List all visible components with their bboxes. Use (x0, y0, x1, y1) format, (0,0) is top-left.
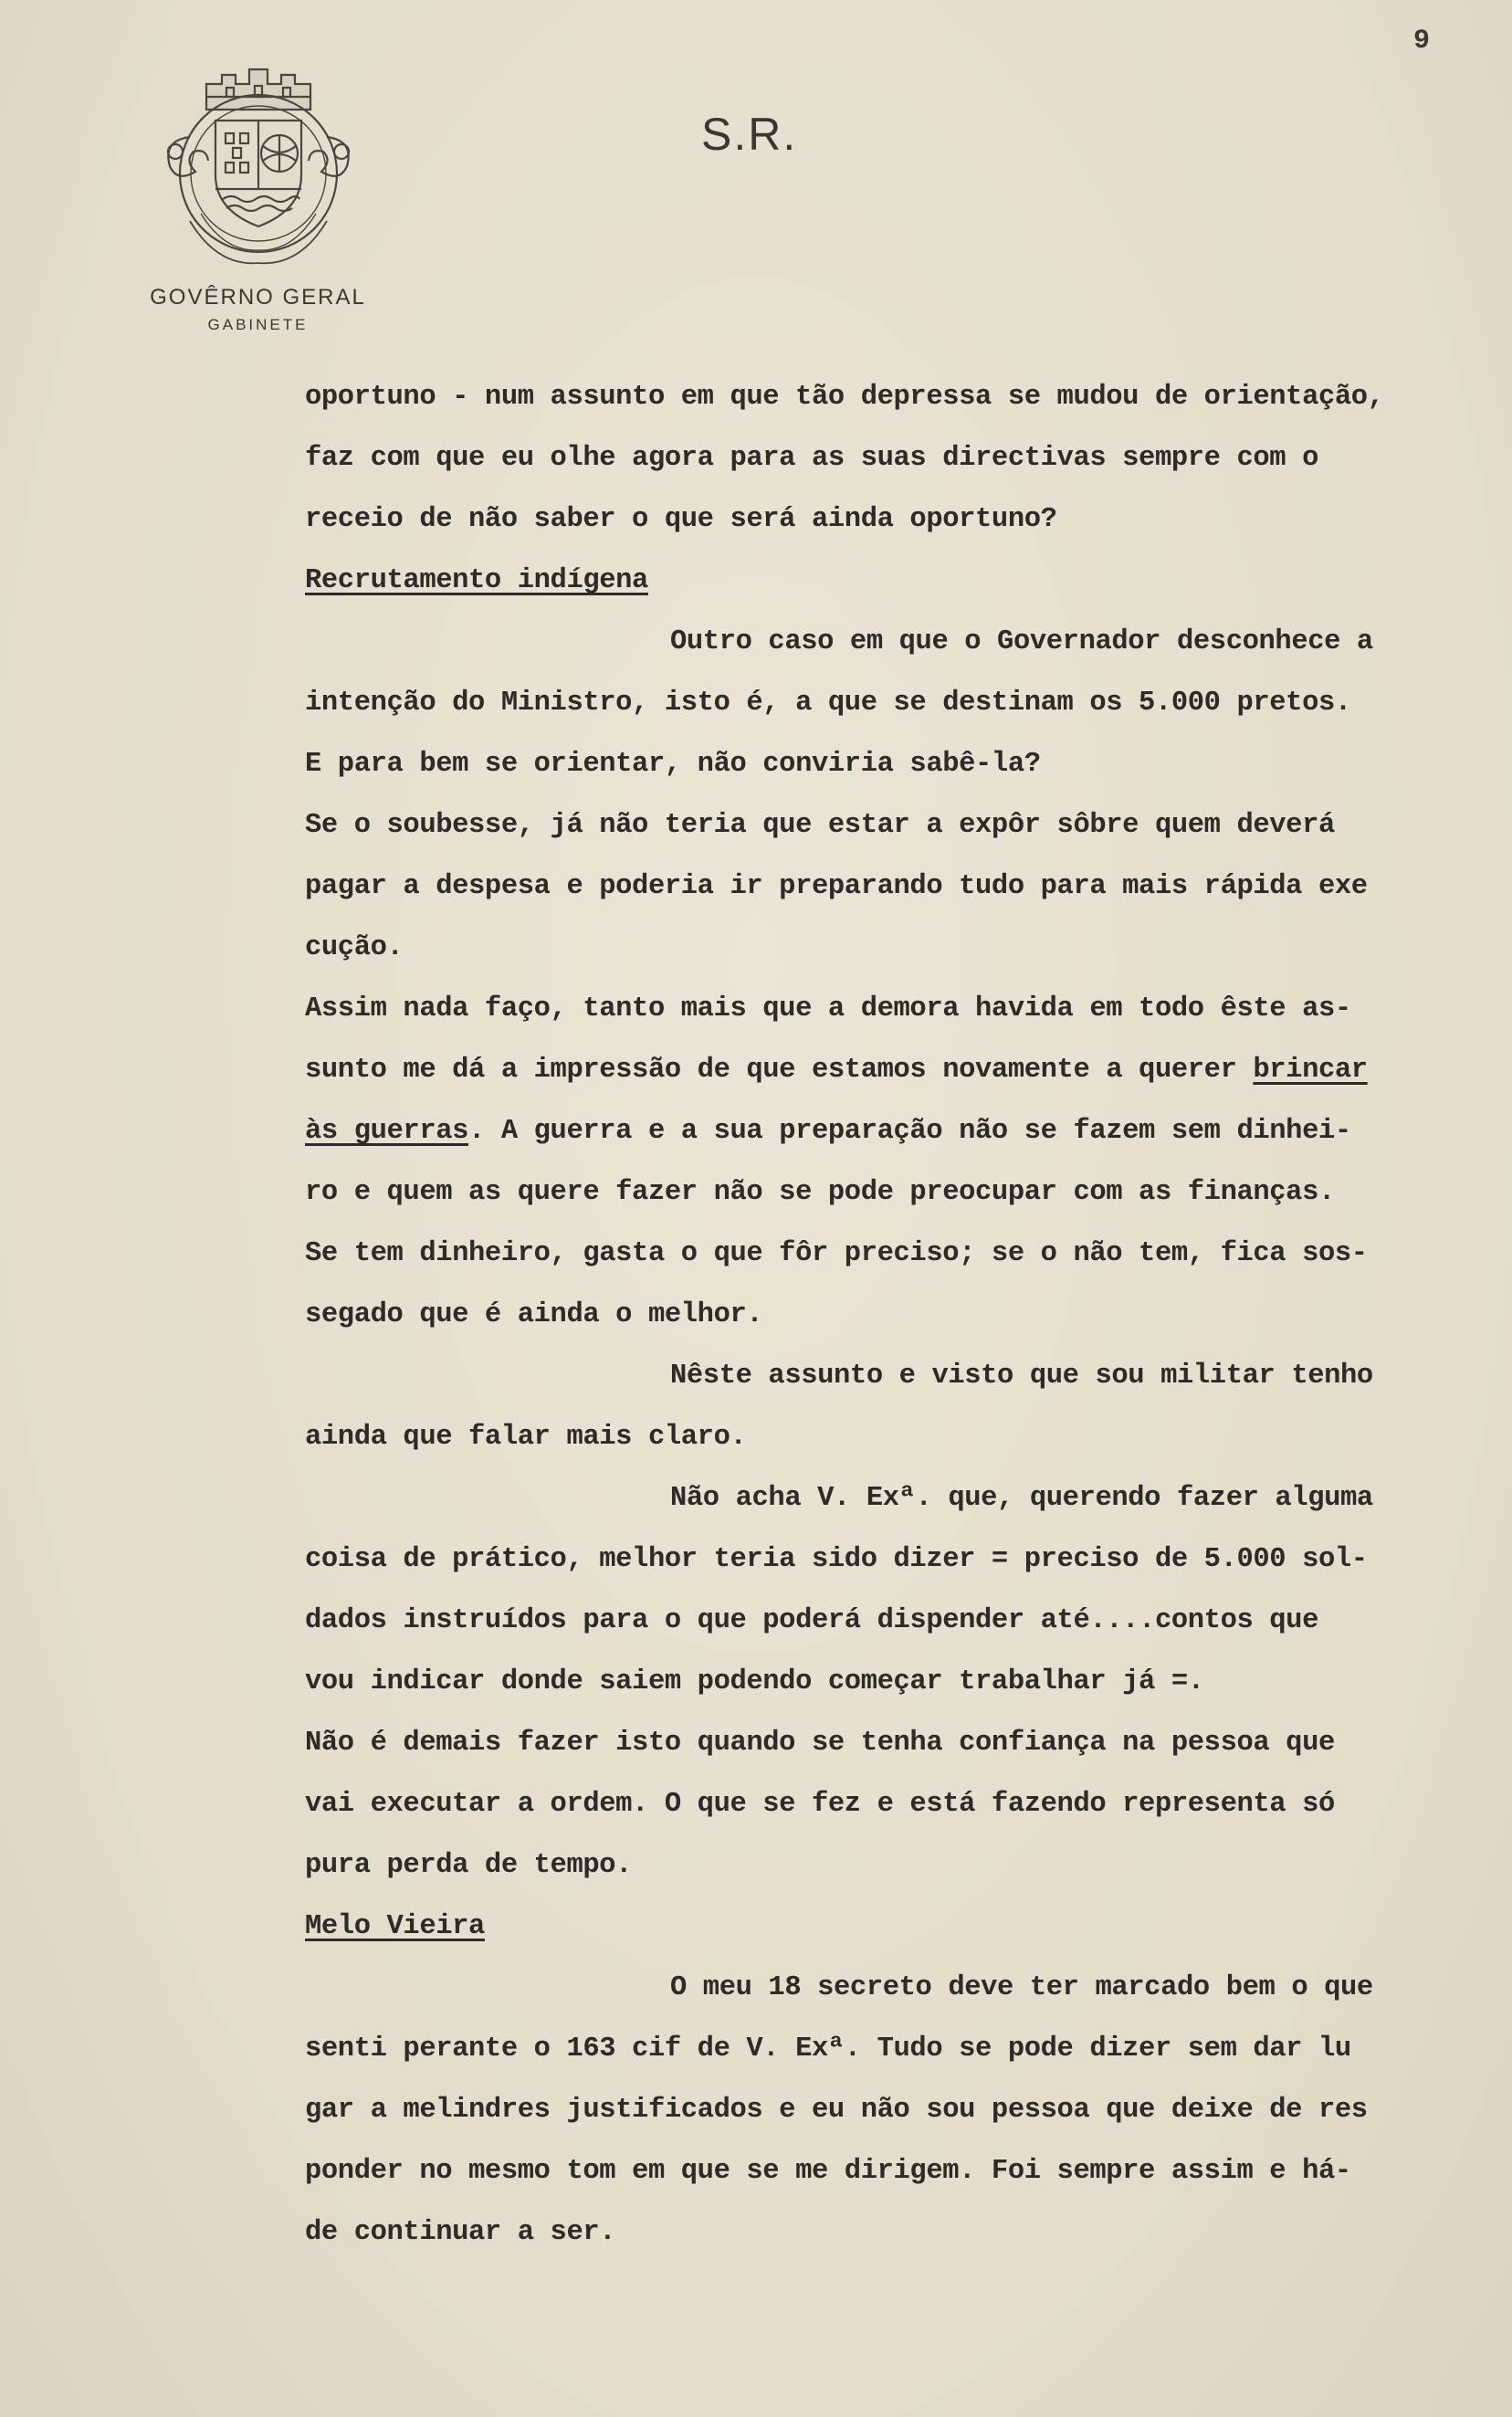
text-line: pagar a despesa e poderia ir preparando tudo para mais rápida exe (305, 871, 1368, 902)
text-line (305, 1040, 1492, 1101)
text-line: Se tem dinheiro, gasta o que fôr preciso; se o não tem, fica sos- (305, 1238, 1368, 1269)
letterhead-department: GABINETE (207, 316, 309, 333)
text-line: intenção do Ministro, isto é, a que se destinam os 5.000 pretos. (305, 688, 1351, 719)
text-line: cução. (305, 932, 404, 963)
text-segment: sunto me dá a impressão de que estamos novamente a querer (305, 1055, 1254, 1086)
text-line: receio de não saber o que será ainda oportuno? (305, 504, 1057, 535)
text-line: dados instruídos para o que poderá dispender até....contos que (305, 1605, 1318, 1636)
text-line: vou indicar donde saiem podendo começar trabalhar já =. (305, 1666, 1204, 1697)
text-line (305, 1101, 1492, 1162)
text-line: Assim nada faço, tanto mais que a demora havida em todo êste as- (305, 993, 1351, 1025)
section-heading-melo-vieira: Melo Vieira (305, 1911, 485, 1942)
text-line: Outro caso em que o Governador desconhece a (670, 626, 1373, 657)
text-line: Não acha V. Exª. que, querendo fazer alguma (670, 1483, 1373, 1514)
text-line: E para bem se orientar, não conviria sabê-la? (305, 749, 1041, 780)
text-line: O meu 18 secreto deve ter marcado bem o que (670, 1972, 1373, 2003)
text-line: pura perda de tempo. (305, 1850, 633, 1881)
text-line: vai executar a ordem. O que se fez e está fazendo representa só (305, 1789, 1335, 1820)
text-line: ro e quem as quere fazer não se pode preocupar com as finanças. (305, 1177, 1335, 1208)
text-segment: . A guerra e a sua preparação não se fazem sem dinhei- (468, 1116, 1351, 1147)
letterhead (128, 285, 388, 334)
text-line: gar a melindres justificados e eu não sou pessoa que deixe de res (305, 2095, 1368, 2126)
text-line: ainda que falar mais claro. (305, 1422, 747, 1453)
text-line: coisa de prático, melhor teria sido dizer = preciso de 5.000 sol- (305, 1544, 1368, 1575)
underlined-phrase: às guerras (305, 1116, 469, 1147)
text-line: segado que é ainda o melhor. (305, 1299, 763, 1330)
text-line: ponder no mesmo tom em que se me dirigem. Foi sempre assim e há- (305, 2156, 1351, 2187)
text-line: Se o soubesse, já não teria que estar a expôr sôbre quem deverá (305, 810, 1335, 841)
section-heading-recrutamento: Recrutamento indígena (305, 565, 648, 596)
underlined-phrase: brincar (1253, 1055, 1368, 1086)
colonial-coat-of-arms-emblem-icon (135, 57, 382, 276)
text-line: oportuno - num assunto em que tão depressa se mudou de orientação, (305, 382, 1384, 413)
letterhead-office: GOVÊRNO GERAL (150, 285, 366, 310)
text-line: senti perante o 163 cif de V. Exª. Tudo se pode dizer sem dar lu (305, 2033, 1351, 2065)
text-line: Nêste assunto e visto que sou militar tenho (670, 1361, 1373, 1392)
classification-mark: S.R. (701, 109, 798, 160)
text-line: faz com que eu olhe agora para as suas directivas sempre com o (305, 443, 1318, 474)
document-body (305, 367, 1492, 2264)
text-line: Não é demais fazer isto quando se tenha confiança na pessoa que (305, 1728, 1335, 1759)
text-line: de continuar a ser. (305, 2217, 616, 2248)
page-number: 9 (1412, 26, 1430, 57)
